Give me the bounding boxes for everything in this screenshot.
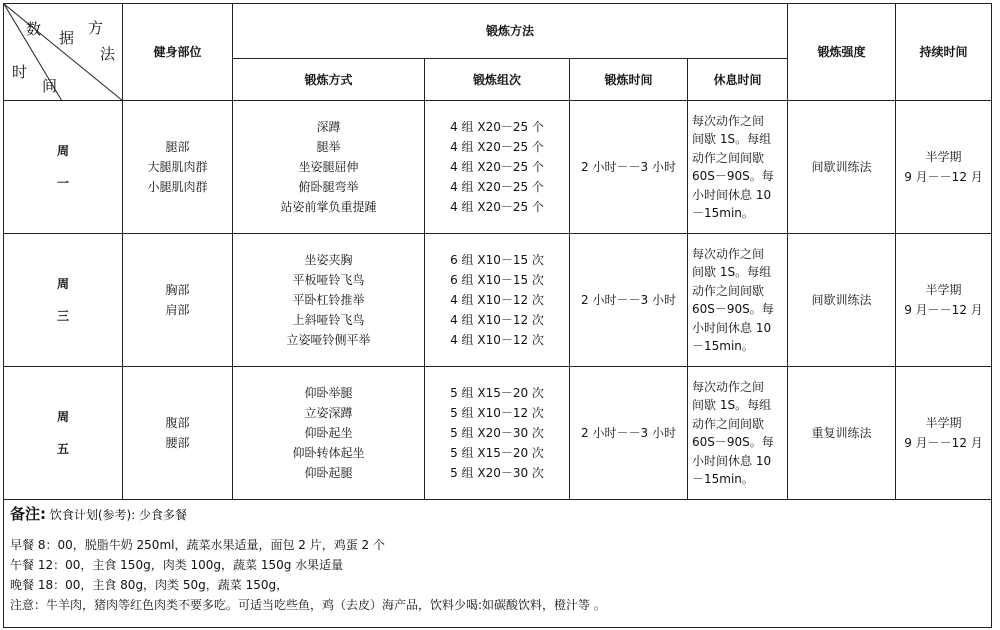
- header-exercise: 锻炼方式: [233, 59, 425, 101]
- diet-plan: 饮食计划(参考): 少食多餐: [49, 508, 188, 522]
- day-label-a: 周: [56, 144, 69, 158]
- sets-cell: [425, 234, 570, 367]
- exercise-item: 立姿哑铃侧平举: [286, 333, 371, 347]
- day-label-b: 一: [56, 176, 69, 190]
- exercise-item: 站姿前掌负重提踵: [280, 200, 377, 214]
- corner-shu: 数: [26, 20, 42, 38]
- header-duration: 锻炼时间: [570, 59, 688, 101]
- exercise-item: 深蹲: [316, 120, 341, 134]
- corner-ju: 据: [59, 29, 75, 47]
- sets-item: 4 组 X20－25 个: [450, 140, 544, 154]
- rest-line: 60S－90S。每: [692, 302, 774, 316]
- header-method: 锻炼方法: [233, 4, 788, 59]
- exercise-item: 坐姿夹胸: [304, 253, 353, 267]
- table-row: [4, 101, 992, 234]
- table-row: [4, 234, 992, 367]
- sets-item: 5 组 X20－30 次: [450, 426, 544, 440]
- exercise-cell: [233, 367, 425, 500]
- exercise-item: 立姿深蹲: [304, 406, 353, 420]
- exercise-item: 平卧杠铃推举: [292, 293, 365, 307]
- day-label-b: 五: [56, 442, 69, 456]
- corner-header: [4, 4, 123, 101]
- duration-cell: 2 小时－－3 小时: [570, 101, 688, 234]
- sets-item: 6 组 X10－15 次: [450, 273, 544, 287]
- corner-jian: 间: [42, 77, 58, 95]
- exercise-item: 仰卧起腿: [304, 466, 353, 480]
- sets-item: 5 组 X20－30 次: [450, 466, 544, 480]
- dinner-line: 晚餐 18：00，主食 80g，肉类 50g，蔬菜 150g，: [10, 578, 289, 592]
- duration-cell: 2 小时－－3 小时: [570, 367, 688, 500]
- rest-line: －15min。: [692, 339, 754, 353]
- sets-item: 5 组 X15－20 次: [450, 386, 544, 400]
- body-part: 腰部: [165, 436, 190, 450]
- sets-item: 6 组 X10－15 次: [450, 253, 544, 267]
- body-part: 腿部: [165, 140, 190, 154]
- lunch-line: 午餐 12：00，主食 150g，肉类 100g，蔬菜 150g 水果适量: [10, 558, 344, 572]
- header-period: 持续时间: [896, 4, 992, 101]
- sets-cell: [425, 101, 570, 234]
- day-cell: [4, 234, 123, 367]
- rest-line: 每次动作之间: [692, 246, 765, 261]
- rest-cell: [688, 101, 788, 234]
- day-label-b: 三: [56, 309, 69, 323]
- day-cell: [4, 101, 123, 234]
- rest-line: 动作之间间歇: [692, 416, 765, 431]
- period-cell: [896, 234, 992, 367]
- intensity-cell: 重复训练法: [788, 367, 896, 500]
- exercise-cell: [233, 101, 425, 234]
- exercise-item: 俯卧腿弯举: [298, 180, 359, 194]
- notes-title: 备注:: [10, 505, 46, 523]
- rest-line: 60S－90S。每: [692, 435, 774, 449]
- header-body-part: 健身部位: [123, 4, 233, 101]
- intensity-cell: 间歇训练法: [788, 234, 896, 367]
- sets-item: 5 组 X10－12 次: [450, 406, 544, 420]
- exercise-item: 仰卧举腿: [304, 386, 353, 400]
- rest-line: 60S－90S。每: [692, 169, 774, 183]
- rest-line: 小时间休息 10: [692, 320, 772, 335]
- exercise-item: 仰卧转体起坐: [292, 446, 365, 460]
- rest-line: －15min。: [692, 206, 754, 220]
- day-label-a: 周: [56, 277, 69, 291]
- header-rest: 休息时间: [688, 59, 788, 101]
- caution-line: 注意：牛羊肉，猪肉等红色肉类不要多吃。可适当吃些鱼，鸡（去皮）海产品，饮料少喝:如碳酸饮料，橙汁等 。: [10, 598, 606, 612]
- body-parts-cell: [123, 234, 233, 367]
- header-intensity: 锻炼强度: [788, 4, 896, 101]
- period-line: 9 月－－12 月: [904, 303, 983, 317]
- rest-cell: [688, 234, 788, 367]
- rest-line: 动作之间间歇: [692, 150, 765, 165]
- sets-item: 4 组 X20－25 个: [450, 120, 544, 134]
- body-part: 胸部: [165, 283, 190, 297]
- sets-item: 5 组 X15－20 次: [450, 446, 544, 460]
- exercise-cell: [233, 234, 425, 367]
- body-part: 腹部: [165, 416, 190, 430]
- body-part: 小腿肌肉群: [147, 180, 208, 194]
- sets-cell: [425, 367, 570, 500]
- breakfast-line: 早餐 8：00，脱脂牛奶 250ml，蔬菜水果适量，面包 2 片，鸡蛋 2 个: [10, 538, 385, 552]
- header-sets: 锻炼组次: [425, 59, 570, 101]
- rest-line: 间歇 1S。每组: [692, 132, 772, 146]
- body-parts-cell: [123, 101, 233, 234]
- rest-line: 间歇 1S。每组: [692, 265, 772, 279]
- table-row: [4, 367, 992, 500]
- exercise-item: 坐姿腿屈伸: [298, 160, 359, 174]
- day-cell: [4, 367, 123, 500]
- sets-item: 4 组 X10－12 次: [450, 313, 544, 327]
- period-line: 半学期: [925, 150, 962, 164]
- period-cell: [896, 367, 992, 500]
- exercise-item: 腿举: [316, 140, 341, 154]
- notes-cell: [4, 500, 992, 628]
- rest-line: 动作之间间歇: [692, 283, 765, 298]
- sets-item: 4 组 X10－12 次: [450, 293, 544, 307]
- period-line: 半学期: [925, 283, 962, 297]
- period-line: 半学期: [925, 416, 962, 430]
- notes-row: [4, 500, 992, 628]
- exercise-item: 仰卧起坐: [304, 426, 353, 440]
- corner-fang: 方: [88, 19, 104, 37]
- duration-cell: 2 小时－－3 小时: [570, 234, 688, 367]
- rest-line: 每次动作之间: [692, 379, 765, 394]
- sets-item: 4 组 X20－25 个: [450, 160, 544, 174]
- period-line: 9 月－－12 月: [904, 436, 983, 450]
- corner-fa: 法: [100, 45, 116, 63]
- body-part: 大腿肌肉群: [147, 160, 208, 174]
- rest-line: －15min。: [692, 472, 754, 486]
- sets-item: 4 组 X20－25 个: [450, 200, 544, 214]
- training-plan-table: [3, 3, 992, 628]
- rest-line: 间歇 1S。每组: [692, 398, 772, 412]
- sets-item: 4 组 X20－25 个: [450, 180, 544, 194]
- corner-shi: 时: [12, 63, 28, 81]
- rest-cell: [688, 367, 788, 500]
- intensity-cell: 间歇训练法: [788, 101, 896, 234]
- day-label-a: 周: [56, 410, 69, 424]
- rest-line: 小时间休息 10: [692, 453, 772, 468]
- body-parts-cell: [123, 367, 233, 500]
- exercise-item: 平板哑铃飞鸟: [292, 273, 365, 287]
- rest-line: 每次动作之间: [692, 113, 765, 128]
- sets-item: 4 组 X10－12 次: [450, 333, 544, 347]
- rest-line: 小时间休息 10: [692, 187, 772, 202]
- exercise-item: 上斜哑铃飞鸟: [292, 313, 365, 327]
- body-part: 肩部: [165, 303, 190, 317]
- period-cell: [896, 101, 992, 234]
- period-line: 9 月－－12 月: [904, 170, 983, 184]
